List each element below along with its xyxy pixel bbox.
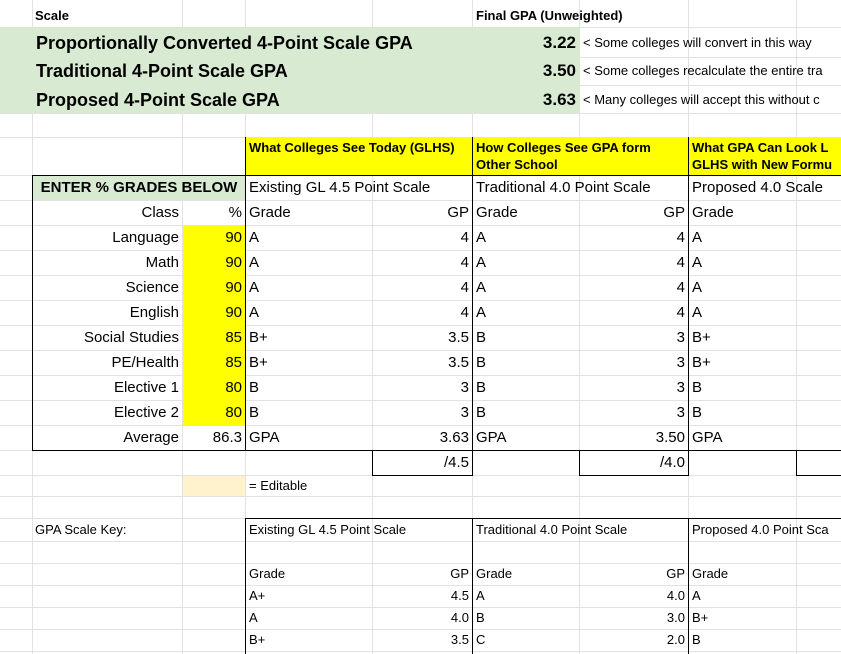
gpa-value-existing[interactable]: 3.63	[439, 429, 469, 446]
summary-note-traditional[interactable]: < Some colleges recalculate the entire tra	[583, 63, 823, 78]
gp-traditional[interactable]: 4	[676, 254, 685, 271]
key-gp-traditional[interactable]: 4.0	[666, 588, 685, 603]
gp-traditional[interactable]: 4	[676, 279, 685, 296]
denom-left-border-1	[372, 450, 373, 476]
gp-existing[interactable]: 4	[460, 254, 469, 271]
gp-traditional[interactable]: 4	[676, 304, 685, 321]
gp-traditional[interactable]: 3	[676, 404, 685, 421]
key-grade-existing[interactable]: A+	[249, 588, 266, 603]
grade-proposed[interactable]: B	[692, 404, 703, 421]
grade-existing[interactable]: B	[249, 379, 260, 396]
gpa-label-3[interactable]: GPA	[692, 429, 723, 446]
grade-traditional[interactable]: A	[476, 304, 487, 321]
summary-label-proportional[interactable]: Proportionally Converted 4-Point Scale GPA	[36, 33, 413, 53]
summary-label-proposed[interactable]: Proposed 4-Point Scale GPA	[36, 90, 280, 110]
key-grade-traditional[interactable]: A	[476, 588, 485, 603]
key-scale-existing[interactable]: Existing GL 4.5 Point Scale	[249, 522, 407, 537]
summary-note-proposed[interactable]: < Many colleges will accept this without c	[583, 92, 820, 107]
grade-traditional[interactable]: A	[476, 254, 487, 271]
class-name[interactable]: Elective 2	[113, 404, 179, 421]
header-new-formula[interactable]: What GPA Can Look L GLHS with New Formu	[689, 137, 841, 175]
col-header-grade-2[interactable]: Grade	[476, 204, 518, 221]
percent-grade-input[interactable]: 80	[183, 375, 245, 400]
percent-grade-input[interactable]: 85	[183, 325, 245, 350]
key-grade-proposed[interactable]: B+	[692, 610, 709, 625]
key-top-border	[245, 518, 841, 519]
col-header-percent[interactable]: %	[228, 204, 242, 221]
denom-left-border-3	[796, 450, 797, 476]
grade-proposed[interactable]: B+	[692, 329, 711, 346]
key-gp-existing[interactable]: 4.0	[450, 610, 469, 625]
scale-traditional[interactable]: Traditional 4.0 Point Scale	[476, 179, 651, 196]
table-left-border	[32, 175, 33, 450]
percent-grade-input[interactable]: 90	[183, 275, 245, 300]
col-header-grade-3[interactable]: Grade	[692, 204, 734, 221]
key-gp-header-1[interactable]: GP	[450, 566, 469, 581]
key-grade-proposed[interactable]: A	[692, 588, 701, 603]
denominator-4-5[interactable]: /4.5	[443, 454, 469, 471]
grade-existing[interactable]: A	[249, 229, 260, 246]
grade-existing[interactable]: B	[249, 404, 260, 421]
grade-traditional[interactable]: B	[476, 329, 487, 346]
grid-row-line	[0, 651, 841, 652]
gp-existing[interactable]: 3	[460, 404, 469, 421]
table-divider-1	[245, 137, 246, 450]
gp-traditional[interactable]: 4	[676, 229, 685, 246]
denominator-4-0[interactable]: /4.0	[659, 454, 685, 471]
table-divider-2	[472, 137, 473, 476]
grade-traditional[interactable]: A	[476, 279, 487, 296]
key-grade-existing[interactable]: A	[249, 610, 258, 625]
key-gp-existing[interactable]: 4.5	[450, 588, 469, 603]
key-divider-1	[245, 518, 246, 654]
gp-traditional[interactable]: 3	[676, 354, 685, 371]
average-label[interactable]: Average	[123, 429, 179, 446]
gpa-value-traditional[interactable]: 3.50	[655, 429, 685, 446]
grade-existing[interactable]: A	[249, 279, 260, 296]
header-colleges-see-today[interactable]: What Colleges See Today (GLHS)	[246, 137, 472, 175]
grade-existing[interactable]: A	[249, 254, 260, 271]
class-name[interactable]: Social Studies	[83, 329, 179, 346]
table-divider-3	[688, 137, 689, 476]
enter-grades-label[interactable]: ENTER % GRADES BELOW	[33, 176, 245, 200]
gp-existing[interactable]: 4	[460, 279, 469, 296]
key-scale-traditional[interactable]: Traditional 4.0 Point Scale	[476, 522, 628, 537]
summary-note-proportional[interactable]: < Some colleges will convert in this way	[583, 35, 812, 50]
gp-traditional[interactable]: 3	[676, 329, 685, 346]
gp-existing[interactable]: 4	[460, 304, 469, 321]
summary-value-proposed[interactable]: 3.63	[542, 90, 576, 109]
grade-proposed[interactable]: A	[692, 254, 703, 271]
grade-existing[interactable]: B+	[249, 354, 268, 371]
average-value[interactable]: 86.3	[212, 429, 242, 446]
denom-bottom-border-3	[796, 475, 841, 476]
gp-existing[interactable]: 3	[460, 379, 469, 396]
summary-value-traditional[interactable]: 3.50	[542, 61, 576, 80]
grade-existing[interactable]: B+	[249, 329, 268, 346]
key-grade-traditional[interactable]: B	[476, 610, 485, 625]
table-bottom-border	[32, 450, 841, 451]
key-grade-traditional[interactable]: C	[476, 632, 486, 647]
grade-traditional[interactable]: B	[476, 379, 487, 396]
key-gp-header-2[interactable]: GP	[666, 566, 685, 581]
summary-label-traditional[interactable]: Traditional 4-Point Scale GPA	[36, 61, 288, 81]
key-grade-header-2[interactable]: Grade	[476, 566, 513, 581]
grade-traditional[interactable]: B	[476, 354, 487, 371]
key-grade-header-1[interactable]: Grade	[249, 566, 286, 581]
gp-existing[interactable]: 4	[460, 229, 469, 246]
gpa-label-1[interactable]: GPA	[249, 429, 280, 446]
key-gp-traditional[interactable]: 2.0	[666, 632, 685, 647]
key-scale-proposed[interactable]: Proposed 4.0 Point Sca	[692, 522, 829, 537]
col-header-gp-1[interactable]: GP	[447, 204, 469, 221]
class-name[interactable]: PE/Health	[111, 354, 179, 371]
class-name[interactable]: Math	[145, 254, 179, 271]
col-header-class[interactable]: Class	[141, 204, 179, 221]
denom-bottom-border-2	[579, 475, 689, 476]
gpa-label-2[interactable]: GPA	[476, 429, 507, 446]
scale-existing-gl[interactable]: Existing GL 4.5 Point Scale	[249, 179, 431, 196]
key-gp-traditional[interactable]: 3.0	[666, 610, 685, 625]
grade-proposed[interactable]: A	[692, 304, 703, 321]
class-name[interactable]: English	[129, 304, 179, 321]
percent-grade-input[interactable]: 85	[183, 350, 245, 375]
col-header-grade-1[interactable]: Grade	[249, 204, 291, 221]
percent-grade-input[interactable]: 90	[183, 300, 245, 325]
key-grade-header-3[interactable]: Grade	[692, 566, 729, 581]
gp-traditional[interactable]: 3	[676, 379, 685, 396]
header-other-school[interactable]: How Colleges See GPA form Other School	[473, 137, 688, 175]
gp-existing[interactable]: 3.5	[448, 354, 469, 371]
scale-header: Scale	[35, 8, 69, 23]
key-gp-existing[interactable]: 3.5	[450, 632, 469, 647]
scale-key-title[interactable]: GPA Scale Key:	[35, 522, 127, 537]
summary-value-proportional[interactable]: 3.22	[542, 33, 576, 52]
percent-grade-input[interactable]: 90	[183, 225, 245, 250]
percent-grade-input[interactable]: 90	[183, 250, 245, 275]
editable-swatch	[183, 476, 245, 496]
grade-existing[interactable]: A	[249, 304, 260, 321]
key-grade-existing[interactable]: B+	[249, 632, 266, 647]
key-divider-2	[472, 518, 473, 654]
key-divider-3	[688, 518, 689, 654]
denom-bottom-border-1	[372, 475, 473, 476]
class-name[interactable]: Science	[125, 279, 179, 296]
grade-proposed[interactable]: A	[692, 279, 703, 296]
scale-proposed[interactable]: Proposed 4.0 Scale	[692, 179, 823, 196]
final-gpa-header: Final GPA (Unweighted)	[476, 8, 623, 23]
grade-traditional[interactable]: A	[476, 229, 487, 246]
denom-left-border-2	[579, 450, 580, 476]
grade-traditional[interactable]: B	[476, 404, 487, 421]
gp-existing[interactable]: 3.5	[448, 329, 469, 346]
grade-proposed[interactable]: A	[692, 229, 703, 246]
grid-row-line	[0, 496, 841, 497]
percent-grade-input[interactable]: 80	[183, 400, 245, 425]
grade-proposed[interactable]: B+	[692, 354, 711, 371]
class-name[interactable]: Language	[112, 229, 179, 246]
key-grade-proposed[interactable]: B	[692, 632, 701, 647]
col-header-gp-2[interactable]: GP	[663, 204, 685, 221]
table-top-border	[32, 175, 841, 176]
class-name[interactable]: Elective 1	[113, 379, 179, 396]
editable-legend-text: = Editable	[249, 478, 308, 493]
grid-row-line	[0, 541, 841, 542]
grade-proposed[interactable]: B	[692, 379, 703, 396]
